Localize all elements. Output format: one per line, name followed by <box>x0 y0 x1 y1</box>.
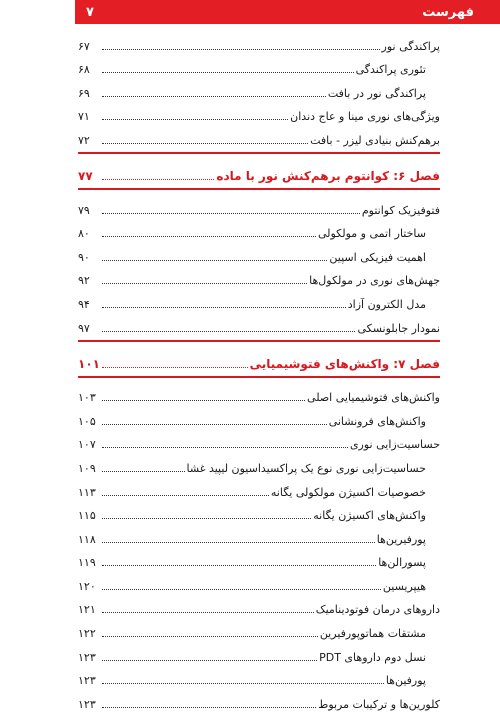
dot-leader <box>102 400 305 401</box>
entry-title: واکنش‌های فتوشیمیایی اصلی <box>307 391 440 405</box>
dot-leader <box>102 72 354 73</box>
chapter-rule-top <box>78 340 440 342</box>
toc-entry[interactable] <box>78 101 440 125</box>
dot-leader <box>102 331 355 332</box>
header-bar <box>75 0 500 24</box>
chapter-heading[interactable] <box>78 346 440 372</box>
dot-leader <box>102 260 327 261</box>
entry-page-number: ۱۱۹ <box>78 556 96 570</box>
toc-entry[interactable] <box>78 54 440 78</box>
entry-title: برهم‌کنش بنیادی لیزر - بافت <box>310 133 440 147</box>
toc-entry[interactable] <box>78 594 440 618</box>
toc-entry[interactable] <box>78 218 440 242</box>
dot-leader <box>102 542 375 543</box>
entry-page-number: ۱۰۱ <box>78 356 100 371</box>
toc-entry[interactable] <box>78 547 440 571</box>
entry-page-number: ۱۲۳ <box>78 674 96 688</box>
entry-title: حساسیت‌زایی نوری <box>349 438 440 452</box>
dot-leader <box>102 589 381 590</box>
dot-leader <box>102 495 269 496</box>
entry-page-number: ۱۰۵ <box>78 414 96 428</box>
toc-entry[interactable] <box>78 570 440 594</box>
toc-entry[interactable] <box>78 500 440 524</box>
entry-page-number: ۹۴ <box>78 297 90 311</box>
dot-leader <box>102 367 248 368</box>
entry-title: مدل الکترون آزاد <box>347 297 426 311</box>
entry-page-number: ۷۱ <box>78 110 90 124</box>
entry-page-number: ۱۲۰ <box>78 579 96 593</box>
entry-title: پراکندگی نور <box>381 39 440 53</box>
dot-leader <box>102 213 360 214</box>
entry-title: جهش‌های نوری در مولکول‌ها <box>309 274 440 288</box>
entry-title: ویژگی‌های نوری مینا و عاج دندان <box>290 110 440 124</box>
dot-leader <box>102 424 327 425</box>
toc-entry[interactable] <box>78 688 440 712</box>
dot-leader <box>102 447 348 448</box>
dot-leader <box>102 683 384 684</box>
entry-page-number: ۷۹ <box>78 203 90 217</box>
dot-leader <box>102 307 346 308</box>
entry-page-number: ۱۲۳ <box>78 650 96 664</box>
dot-leader <box>102 49 380 50</box>
toc-entry[interactable] <box>78 405 440 429</box>
entry-title: خصوصیات اکسیژن مولکولی یگانه <box>270 485 426 499</box>
entry-page-number: ۱۰۹ <box>78 461 96 475</box>
entry-page-number: ۶۸ <box>78 63 90 77</box>
chapter-rule-bottom <box>78 188 440 190</box>
header-page-number: ۷ <box>86 4 94 20</box>
dot-leader <box>102 471 185 472</box>
entry-title: تئوری پراکندگی <box>355 63 426 77</box>
entry-title: نسل دوم داروهای PDT <box>319 650 426 664</box>
dot-leader <box>102 143 308 144</box>
entry-page-number: ۱۰۳ <box>78 391 96 405</box>
entry-page-number: ۹۷ <box>78 321 90 335</box>
entry-page-number: ۷۲ <box>78 133 90 147</box>
chapter-heading[interactable] <box>78 158 440 184</box>
entry-page-number: ۶۷ <box>78 39 90 53</box>
entry-title: پسورالن‌ها <box>378 556 426 570</box>
entry-page-number: ۹۰ <box>78 250 90 264</box>
entry-title: مشتقات هماتوپورفیرین <box>319 627 426 641</box>
toc-entry[interactable] <box>78 241 440 265</box>
entry-page-number: ۱۲۲ <box>78 627 96 641</box>
dot-leader <box>102 660 317 661</box>
entry-title: اهمیت فیزیکی اسپین <box>329 250 426 264</box>
entry-title: پراکندگی نور در بافت <box>327 86 426 100</box>
entry-title: ساختار اتمی و مولکولی <box>317 227 426 241</box>
entry-title: پورفین‌ها <box>385 674 426 688</box>
toc-entry[interactable] <box>78 452 440 476</box>
entry-page-number: ۱۲۳ <box>78 697 96 711</box>
toc-entry[interactable] <box>78 382 440 406</box>
toc-entry[interactable] <box>78 194 440 218</box>
table-of-contents <box>78 30 440 712</box>
chapter-rule-top <box>78 152 440 154</box>
dot-leader <box>102 179 214 180</box>
dot-leader <box>102 707 316 708</box>
toc-entry[interactable] <box>78 265 440 289</box>
dot-leader <box>102 96 326 97</box>
entry-title: پورفیرین‌ها <box>376 532 426 546</box>
entry-title: فتوفیزیک کوانتوم <box>361 203 440 217</box>
entry-title: هیپریسین <box>382 579 426 593</box>
entry-page-number: ۹۲ <box>78 274 90 288</box>
entry-page-number: ۱۲۱ <box>78 603 96 617</box>
entry-page-number: ۱۱۸ <box>78 532 96 546</box>
dot-leader <box>102 283 307 284</box>
toc-entry[interactable] <box>78 124 440 148</box>
dot-leader <box>102 636 318 637</box>
dot-leader <box>102 236 316 237</box>
entry-page-number: ۱۱۳ <box>78 485 96 499</box>
entry-title: حساسیت‌زایی نوری نوع یک پراکسیداسیون لیپید غشا <box>186 461 426 475</box>
entry-title: داروهای درمان فوتودینامیک <box>315 603 440 617</box>
entry-page-number: ۱۱۵ <box>78 509 96 523</box>
toc-entry[interactable] <box>78 476 440 500</box>
entry-page-number: ۱۰۷ <box>78 438 96 452</box>
entry-title: واکنش‌های اکسیژن یگانه <box>313 509 426 523</box>
entry-title: واکنش‌های فرونشانی <box>328 414 426 428</box>
entry-page-number: ۸۰ <box>78 227 90 241</box>
header-title: فهرست <box>422 4 474 20</box>
chapter-rule-bottom <box>78 376 440 378</box>
entry-title: نمودار جابلونسکی <box>357 321 440 335</box>
toc-entry[interactable] <box>78 312 440 336</box>
entry-page-number: ۶۹ <box>78 86 90 100</box>
entry-page-number: ۷۷ <box>78 168 93 183</box>
toc-entry[interactable] <box>78 665 440 689</box>
toc-entry[interactable] <box>78 77 440 101</box>
entry-title: فصل ۶: کوانتوم برهم‌کنش نور با ماده <box>216 168 440 183</box>
toc-entry[interactable] <box>78 617 440 641</box>
toc-entry[interactable] <box>78 429 440 453</box>
dot-leader <box>102 119 288 120</box>
entry-title: کلورین‌ها و ترکیبات مربوط <box>318 697 440 711</box>
dot-leader <box>102 565 376 566</box>
dot-leader <box>102 518 311 519</box>
toc-entry[interactable] <box>78 288 440 312</box>
toc-entry[interactable] <box>78 30 440 54</box>
dot-leader <box>102 612 314 613</box>
toc-entry[interactable] <box>78 641 440 665</box>
toc-entry[interactable] <box>78 523 440 547</box>
entry-title: فصل ۷: واکنش‌های فتوشیمیایی <box>249 356 440 371</box>
